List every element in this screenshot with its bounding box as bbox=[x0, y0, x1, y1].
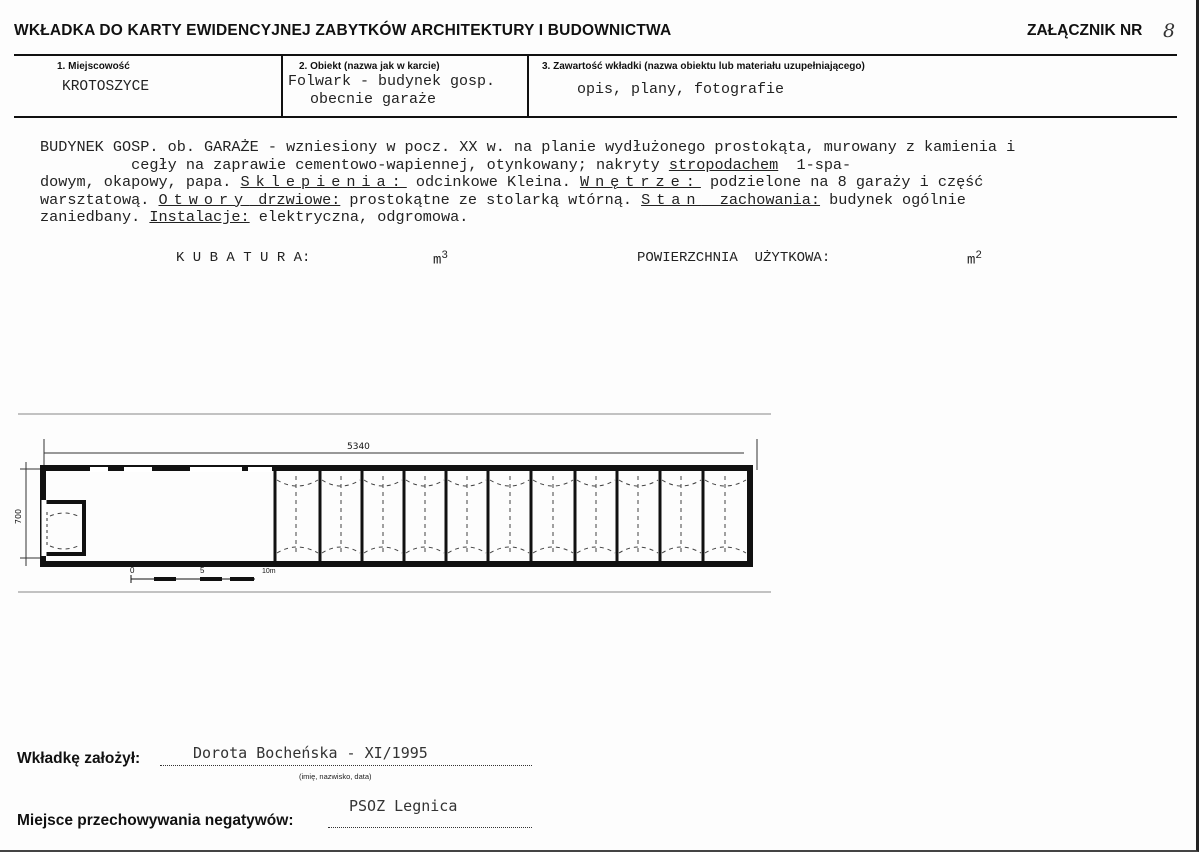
author-value: Dorota Bocheńska - XI/1995 bbox=[193, 744, 428, 762]
annex-label: ZAŁĄCZNIK NR bbox=[1027, 22, 1143, 39]
description-line-2: cegły na zaprawie cementowo-wapiennej, otynkowany; nakryty stropodachem 1-spa- bbox=[40, 155, 852, 174]
scale-label-0: 0 bbox=[130, 566, 135, 575]
description-line-3: dowym, okapowy, papa. Sklepienia: odcinkowe Kleina. Wnętrze: podzielone na 8 garaży i część bbox=[40, 173, 984, 191]
object-value-line2: obecnie garaże bbox=[310, 91, 437, 108]
author-hint: (imię, nazwisko, data) bbox=[299, 772, 372, 781]
area-unit: $m^2$ bbox=[967, 250, 983, 269]
locality-value: KROTOSZYCE bbox=[62, 79, 150, 95]
negatives-value: PSOZ Legnica bbox=[349, 797, 458, 815]
annex-number: 8 bbox=[1163, 20, 1176, 42]
negatives-line bbox=[328, 827, 532, 828]
contents-label: 3. Zawartość wkładki (nazwa obiektu lub materiału uzupełniającego) bbox=[542, 61, 865, 72]
volume-label: K U B A T U R A: bbox=[176, 250, 311, 266]
vault-hatching bbox=[50, 476, 746, 556]
description-line-4: warsztatową. Otwory drzwiowe: prostokątne ze stolarką wtórną. Stan zachowania: budynek ogólnie bbox=[40, 190, 966, 209]
object-label: 2. Obiekt (nazwa jak w karcie) bbox=[299, 61, 440, 72]
scale-bar bbox=[131, 575, 255, 583]
width-dimension-label: 700 bbox=[14, 508, 24, 525]
length-dimension-label: 5340 bbox=[347, 442, 370, 452]
volume-unit: $m^3$ bbox=[433, 250, 449, 269]
locality-label: 1. Miejscowość bbox=[57, 61, 130, 72]
author-label: Wkładkę założył: bbox=[17, 750, 141, 767]
card-title: WKŁADKA DO KARTY EWIDENCYJNEJ ZABYTKÓW ARCHITEKTURY I BUDOWNICTWA bbox=[14, 22, 672, 39]
author-line bbox=[160, 765, 532, 766]
negatives-label: Miejsce przechowywania negatywów: bbox=[17, 812, 294, 829]
description-line-5: zaniedbany. Instalacje: elektryczna, odgromowa. bbox=[40, 208, 469, 226]
scale-label-10: 10m bbox=[262, 568, 276, 575]
scale-label-5: 5 bbox=[200, 566, 205, 575]
object-value-line1: Folwark - budynek gosp. bbox=[288, 73, 496, 90]
area-label: POWIERZCHNIA UŻYTKOWA: bbox=[637, 250, 831, 266]
contents-value: opis, plany, fotografie bbox=[577, 81, 785, 98]
description-line-1: BUDYNEK GOSP. ob. GARAŻE - wzniesiony w pocz. XX w. na planie wydłużonego prostokąta, murowany z kamienia i bbox=[40, 138, 1016, 156]
